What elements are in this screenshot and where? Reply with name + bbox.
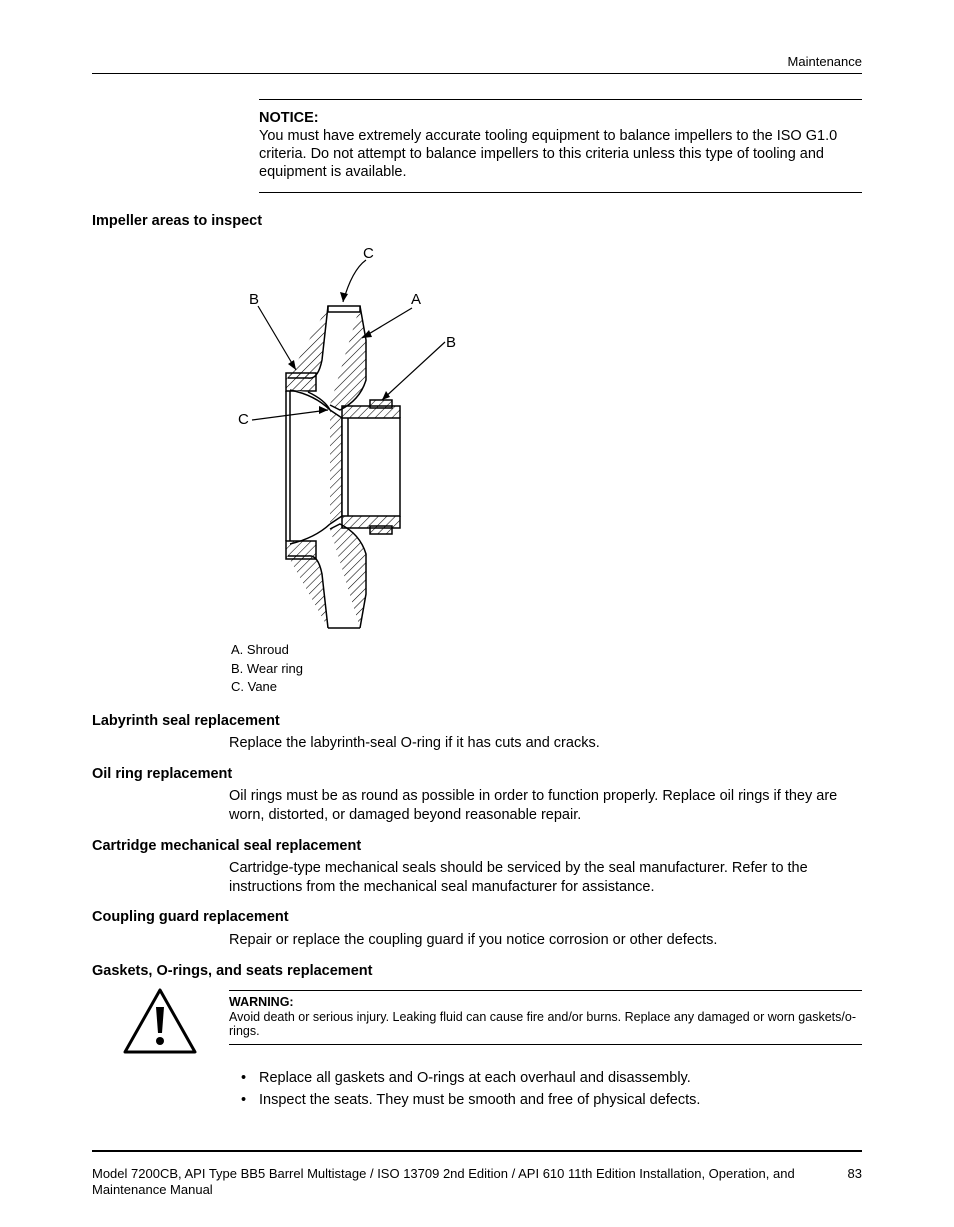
- callout-c-top: C: [363, 245, 374, 262]
- gasket-bullet-list: [241, 1069, 861, 1113]
- notice-box: [259, 99, 862, 193]
- labyrinth-seal-heading: Labyrinth seal replacement: [92, 713, 280, 729]
- legend-wear-ring: B. Wear ring: [231, 661, 304, 676]
- header-rule: [92, 73, 862, 74]
- coupling-guard-text: Repair or replace the coupling guard if you notice corrosion or other defects.: [229, 932, 718, 948]
- impeller-diagram: [230, 240, 470, 640]
- legend-vane: C. Vane: [231, 679, 278, 694]
- notice-text: You must have extremely accurate tooling equipment to balance impellers to the ISO G1.0 criteria. Do not attempt to balance impellers to this criteria unless this type of tooling and equipment is available.: [259, 128, 838, 180]
- running-header: Maintenance: [787, 54, 862, 69]
- bullet-icon: •: [241, 1070, 247, 1086]
- legend-shroud: A. Shroud: [231, 642, 289, 657]
- page-number: 83: [847, 1166, 862, 1181]
- cartridge-seal-heading: Cartridge mechanical seal replacement: [92, 838, 362, 854]
- warning-triangle-icon: [122, 987, 198, 1055]
- oil-ring-heading: Oil ring replacement: [92, 766, 233, 782]
- labyrinth-seal-text: Replace the labyrinth-seal O-ring if it has cuts and cracks.: [229, 735, 600, 751]
- cartridge-seal-text: Cartridge-type mechanical seals should be serviced by the seal manufacturer. Refer to the instructions from the mechanical seal manufacturer for assistance.: [229, 860, 808, 895]
- bullet-icon: •: [241, 1092, 247, 1108]
- gaskets-heading: Gaskets, O-rings, and seats replacement: [92, 963, 373, 979]
- impeller-heading: Impeller areas to inspect: [92, 213, 263, 229]
- warning-title: WARNING:: [229, 995, 294, 1009]
- warning-box: [229, 990, 862, 1045]
- list-item: • Replace all gaskets and O-rings at each overhaul and disassembly.: [241, 1070, 691, 1086]
- callout-b-right: B: [446, 334, 457, 351]
- footer-title: Model 7200CB, API Type BB5 Barrel Multistage / ISO 13709 2nd Edition / API 610 11th Edition Installation, Operation, and Maintenance Manual: [92, 1166, 795, 1197]
- notice-title: NOTICE:: [259, 110, 319, 126]
- callout-b-left: B: [249, 291, 260, 308]
- warning-text: Avoid death or serious injury. Leaking fluid can cause fire and/or burns. Replace any damaged or worn gaskets/o-rings.: [229, 1009, 856, 1038]
- list-item: • Inspect the seats. They must be smooth and free of physical defects.: [241, 1092, 701, 1108]
- callout-a: A: [411, 291, 422, 308]
- coupling-guard-heading: Coupling guard replacement: [92, 909, 289, 925]
- callout-c-left: C: [238, 411, 249, 428]
- impeller-cross-section: [286, 306, 400, 628]
- footer-rule: [92, 1150, 862, 1152]
- oil-ring-text: Oil rings must be as round as possible in order to function properly. Replace oil rings if they are worn, distorted, or damaged beyond reasonable repair.: [229, 788, 838, 823]
